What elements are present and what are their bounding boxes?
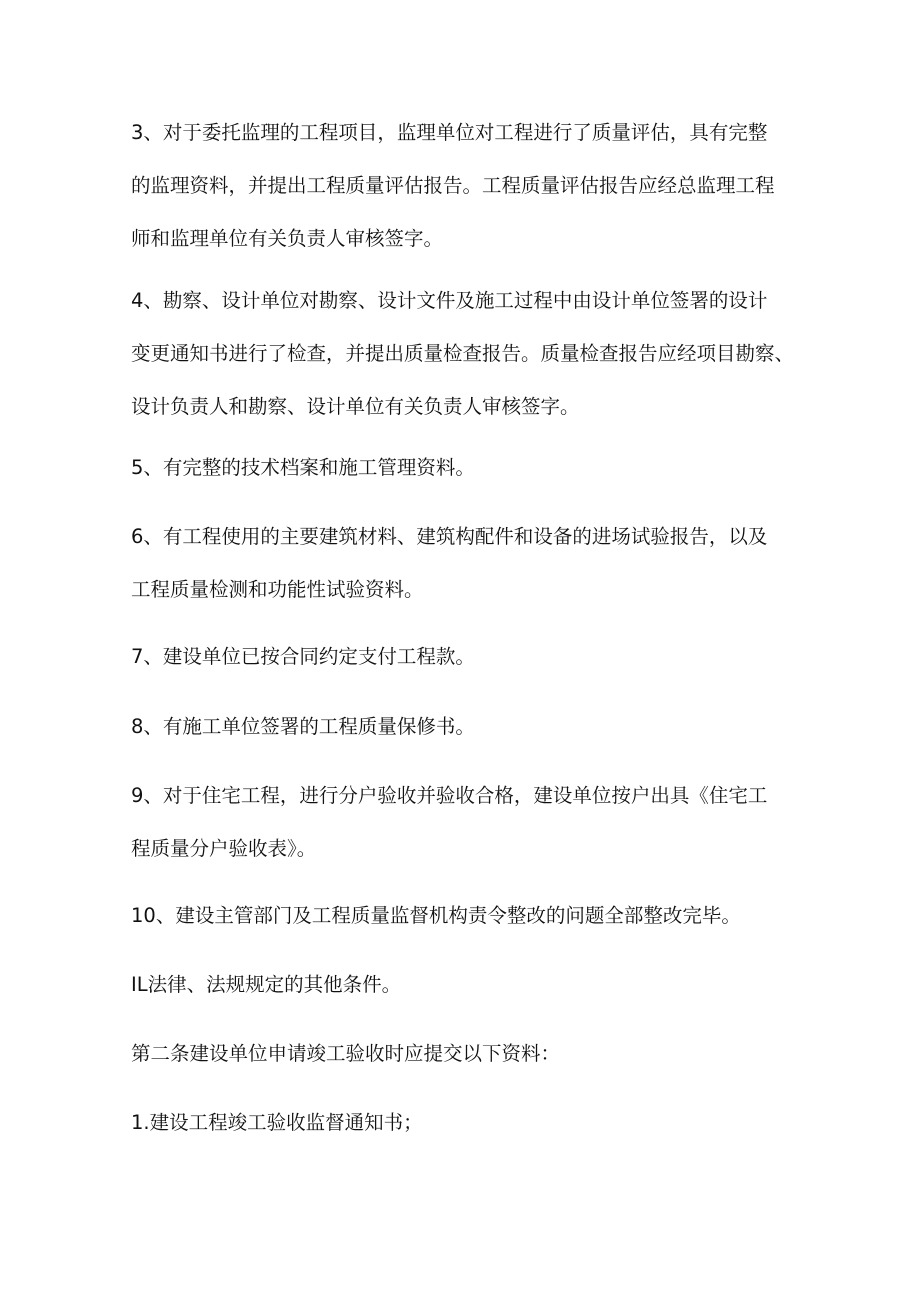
list-item (131, 1096, 791, 1149)
text-line: 1.建设工程竣工验收监督通知书； (131, 1111, 423, 1134)
paragraph-item-7 (131, 630, 791, 683)
paragraph-item-11 (131, 958, 791, 1011)
text-line: 工程质量检测和功能性试验资料。 (131, 578, 424, 601)
text-line: 师和监理单位有关负责人审核签字。 (131, 227, 444, 250)
text-line: 第二条建设单位申请竣工验收时应提交以下资料： (131, 1042, 561, 1065)
paragraph-item-9 (131, 769, 791, 875)
paragraph-item-10 (131, 889, 791, 942)
text-line: IL法律、法规规定的其他条件。 (131, 973, 402, 996)
text-line: 的监理资料，并提出工程质量评估报告。工程质量评估报告应经总监理工程 (131, 174, 775, 197)
text-line: 5、有完整的技术档案和施工管理资料。 (131, 456, 475, 479)
text-line: 4、勘察、设计单位对勘察、设计文件及施工过程中由设计单位签署的设计 (131, 289, 768, 312)
text-line: 9、对于住宅工程，进行分户验收并验收合格，建设单位按户出具《住宅工 (131, 784, 768, 807)
text-line: 程质量分户验收表》。 (131, 837, 317, 860)
paragraph-item-8 (131, 700, 791, 753)
article-heading (131, 1027, 791, 1080)
paragraph-item-5 (131, 441, 791, 494)
paragraph-item-3 (131, 106, 791, 265)
text-line: 8、有施工单位签署的工程质量保修书。 (131, 715, 475, 738)
text-line: 变更通知书进行了检查，并提出质量检查报告。质量检查报告应经项目勘察、 (131, 342, 795, 365)
paragraph-item-6 (131, 510, 791, 616)
text-line: 3、对于委托监理的工程项目，监理单位对工程进行了质量评估，具有完整 (131, 121, 768, 144)
text-line: 6、有工程使用的主要建筑材料、建筑构配件和设备的进场试验报告，以及 (131, 525, 768, 548)
text-line: 7、建设单位已按合同约定支付工程款。 (131, 645, 475, 668)
text-line: 设计负责人和勘察、设计单位有关负责人审核签字。 (131, 395, 580, 418)
text-line: 10、建设主管部门及工程质量监督机构责令整改的问题全部整改完毕。 (131, 904, 741, 927)
paragraph-item-4 (131, 274, 795, 433)
